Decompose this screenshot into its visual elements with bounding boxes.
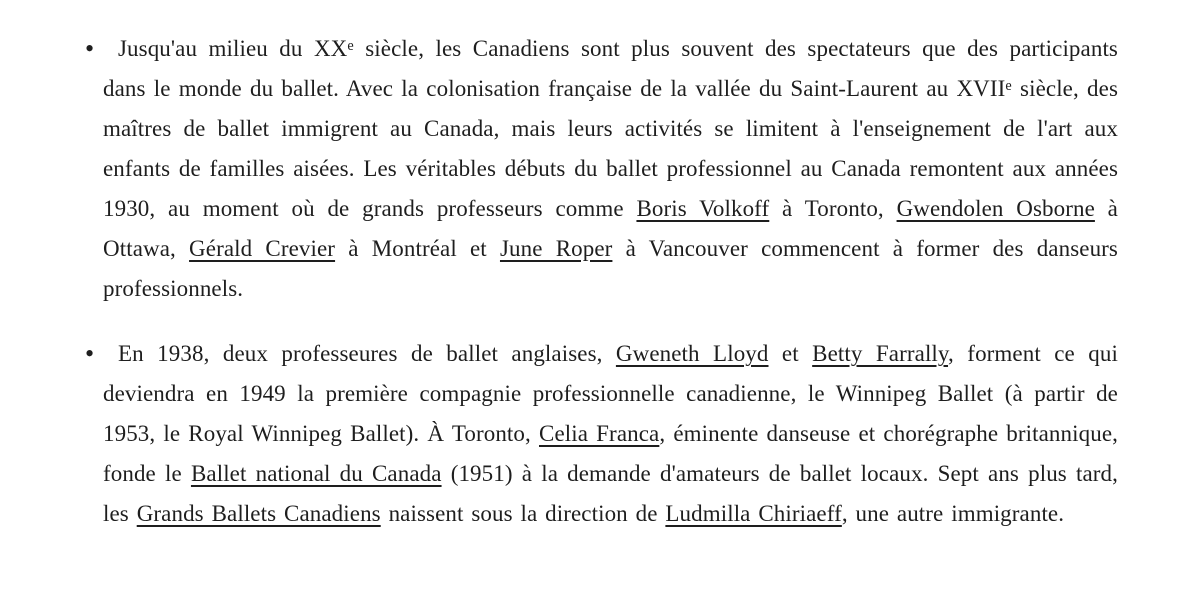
underlined-link[interactable]: June Roper <box>499 236 613 261</box>
paragraph-text <box>103 334 1118 534</box>
text-segment: à Ottawa, <box>103 196 1118 261</box>
underlined-link[interactable]: Betty Farrally <box>812 341 949 366</box>
text-segment: En 1938, deux professeures de ballet anglaises, <box>118 341 616 366</box>
text-segment: siècle, les Canadiens sont plus souvent des spectateurs que des participants dans le monde du ballet. Avec la colonisation française de la vallée du Saint-Laurent au XVII <box>103 36 1118 101</box>
text-segment: et <box>768 341 813 366</box>
text-segment: , éminente danseuse et chorégraphe britannique, fonde le <box>103 421 1118 486</box>
underlined-link[interactable]: Gweneth Lloyd <box>615 341 769 366</box>
underlined-link[interactable]: Celia Franca <box>539 421 660 446</box>
bullet-item <box>85 334 1118 534</box>
paragraph-text <box>103 29 1118 309</box>
bullet-list <box>85 29 1118 534</box>
text-segment: naissent sous la direction de <box>380 501 666 526</box>
underlined-link[interactable]: Gwendolen Osborne <box>896 196 1095 221</box>
text-segment: à Montréal et <box>335 236 500 261</box>
text-segment: , une autre immigrante. <box>841 501 1065 526</box>
underlined-link[interactable]: Grands Ballets Canadiens <box>136 501 381 526</box>
bullet-icon: • <box>85 34 95 63</box>
bullet-item <box>85 29 1118 309</box>
text-segment: siècle, des maîtres de ballet immigrent au Canada, mais leurs activités se limitent à l'enseignement de l'art aux enfants de familles aisées. Les véritables débuts du ballet professionnel au Canada remontent aux années 1930, au moment où de grands professeurs comme <box>103 76 1118 221</box>
text-segment: (1951) à la demande d'amateurs de ballet locaux. Sept ans plus tard, les <box>103 461 1118 526</box>
text-segment: à Toronto, <box>769 196 897 221</box>
underlined-link[interactable]: Ballet national du Canada <box>190 461 442 486</box>
superscript-text: e <box>1005 77 1012 94</box>
underlined-link[interactable]: Ludmilla Chiriaeff <box>665 501 842 526</box>
bullet-icon: • <box>85 339 95 368</box>
superscript-text: e <box>347 37 354 54</box>
text-segment: à Vancouver commencent à former des danseurs professionnels. <box>103 236 1118 301</box>
underlined-link[interactable]: Gérald Crevier <box>189 236 336 261</box>
text-segment: , forment ce qui deviendra en 1949 la première compagnie professionnelle canadienne, le Winnipeg Ballet (à partir de 1953, le Royal Winnipeg Ballet). À Toronto, <box>103 341 1118 446</box>
text-segment: Jusqu'au milieu du XX <box>118 36 348 61</box>
underlined-link[interactable]: Boris Volkoff <box>636 196 770 221</box>
